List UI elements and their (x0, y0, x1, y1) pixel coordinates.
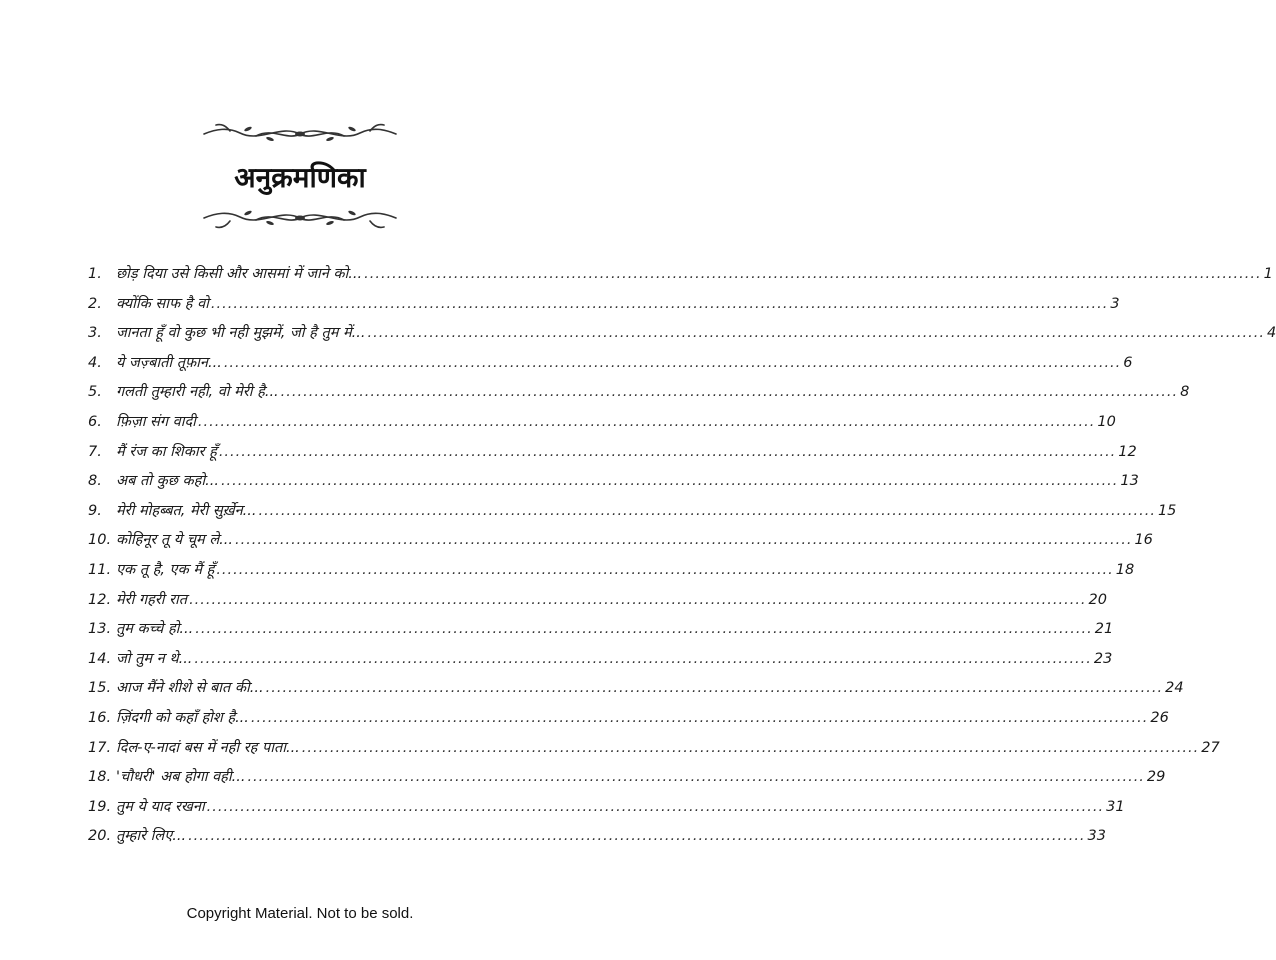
toc-entry-number: 11. (88, 561, 112, 578)
toc-entry-title: ये जज़्बाती तूफ़ान... (116, 354, 222, 371)
toc-entry-number: 1. (88, 266, 102, 282)
toc-entry-page-number: 8 (1180, 384, 1190, 401)
toc-entry (88, 677, 1184, 707)
toc-entry-page-number: 13 (1120, 473, 1139, 490)
page-title: अनुक्रमणिका (234, 161, 366, 194)
toc-entry (88, 589, 1107, 619)
toc-entry-title: मैं रंज का शिकार हूँ (116, 443, 217, 460)
toc-entry (88, 648, 1113, 678)
toc-dot-leader (211, 296, 1108, 312)
toc-entry-page-number: 29 (1146, 769, 1166, 786)
toc-dot-leader (194, 651, 1091, 667)
toc-entry-title: तुम ये याद रखना (116, 798, 205, 815)
toc-entry-page-number: 6 (1123, 354, 1133, 371)
toc-entry (88, 352, 1133, 382)
toc-dot-leader (221, 473, 1118, 489)
toc-entry-number: 13. (88, 621, 112, 638)
toc-entry (88, 766, 1166, 796)
toc-entry-title: दिल-ए-नादां बस में नही रह पाता... (116, 739, 300, 756)
toc-entry (88, 500, 1177, 530)
toc-entry-page-number: 33 (1087, 828, 1106, 845)
toc-entry (88, 322, 1276, 352)
toc-entry (88, 825, 1106, 855)
toc-entry-number: 12. (88, 591, 112, 608)
toc-entry-title: छोड़ दिया उसे किसी और आसमां में जाने को... (116, 266, 363, 282)
toc-entry-number: 20. (88, 828, 112, 845)
toc-entry-page-number: 31 (1106, 798, 1125, 815)
toc-entry-title: गलती तुम्हारी नही, वो मेरी है... (116, 384, 279, 401)
toc-entry-title: 'चौधरी' अब होगा वही... (116, 769, 246, 786)
toc-entry-page-number: 4 (1266, 325, 1276, 342)
toc-entry-number: 16. (88, 709, 112, 726)
toc-entry-number: 3. (88, 325, 102, 342)
toc-dot-leader (266, 680, 1163, 696)
toc-entry-number: 5. (88, 384, 102, 401)
toc-entry-title: अब तो कुछ कहो... (116, 473, 219, 490)
toc-entry-page-number: 12 (1118, 443, 1137, 460)
toc-entry-page-number: 27 (1201, 739, 1220, 756)
toc-entry-title: फ़िज़ा संग वादी (116, 413, 196, 430)
toc-entry (88, 707, 1169, 737)
bottom-flourish-ornament (200, 205, 400, 231)
toc-entry (88, 559, 1135, 589)
toc-dot-leader (198, 414, 1095, 430)
toc-entry-page-number: 16 (1134, 532, 1153, 549)
toc-entry-number: 14. (88, 650, 112, 667)
toc-dot-leader (224, 355, 1121, 371)
toc-entry-title: जो तुम न थे... (116, 650, 193, 667)
toc-entry-page-number: 10 (1097, 413, 1116, 430)
toc-entry (88, 411, 1116, 441)
toc-entry-title: जानता हूँ वो कुछ भी नही मुझमें, जो है तुम में... (116, 325, 366, 342)
toc-dot-leader (258, 503, 1155, 519)
toc-entry-page-number: 1 (1263, 266, 1273, 282)
toc-dot-leader (368, 325, 1265, 341)
toc-entry-number: 7. (88, 443, 102, 460)
toc-entry (88, 796, 1125, 826)
toc-entry (88, 441, 1137, 471)
toc-entry-page-number: 15 (1157, 502, 1177, 519)
table-of-contents (88, 263, 1276, 855)
toc-dot-leader (188, 828, 1085, 844)
toc-entry-number: 9. (88, 502, 102, 519)
toc-entry-page-number: 18 (1115, 561, 1135, 578)
toc-dot-leader (251, 710, 1148, 726)
toc-dot-leader (281, 384, 1178, 400)
toc-entry-title: कोहिनूर तू ये चूम ले... (116, 532, 233, 549)
copyright-footer: Copyright Material. Not to be sold. (186, 905, 414, 922)
toc-entry-page-number: 21 (1094, 621, 1114, 638)
toc-entry-page-number: 3 (1110, 295, 1120, 312)
toc-dot-leader (235, 532, 1132, 548)
toc-entry (88, 470, 1139, 500)
toc-dot-leader (216, 562, 1113, 578)
toc-entry-title: एक तू है, एक मैं हूँ (116, 561, 215, 578)
toc-entry-number: 18. (88, 769, 112, 786)
toc-entry-title: आज मैंने शीशे से बात की... (116, 680, 264, 697)
toc-entry (88, 381, 1190, 411)
toc-dot-leader (189, 592, 1086, 608)
top-flourish-ornament (200, 121, 400, 147)
toc-entry (88, 737, 1220, 767)
toc-entry-title: मेरी गहरी रात (116, 591, 188, 608)
toc-entry-page-number: 24 (1165, 680, 1184, 697)
toc-entry-title: मेरी मोहब्बत, मेरी सुर्ख़ेन... (116, 502, 257, 519)
toc-entry-title: क्योंकि साफ है वो (116, 295, 209, 312)
toc-dot-leader (195, 621, 1092, 637)
toc-entry (88, 618, 1114, 648)
toc-entry-number: 10. (88, 532, 112, 549)
toc-entry-number: 4. (88, 354, 102, 371)
toc-entry-number: 2. (88, 295, 102, 312)
toc-entry (88, 529, 1153, 559)
toc-dot-leader (364, 266, 1261, 282)
toc-entry (88, 263, 1273, 293)
toc-dot-leader (219, 444, 1116, 460)
toc-entry-page-number: 26 (1150, 709, 1169, 726)
toc-entry-title: तुम कच्चे हो... (116, 621, 194, 638)
toc-dot-leader (247, 769, 1144, 785)
toc-entry-title: तुम्हारे लिए... (116, 828, 187, 845)
toc-entry (88, 293, 1120, 323)
toc-dot-leader (302, 740, 1199, 756)
toc-entry-number: 19. (88, 798, 112, 815)
toc-dot-leader (207, 799, 1104, 815)
toc-entry-number: 15. (88, 680, 112, 697)
toc-entry-number: 6. (88, 413, 102, 430)
toc-entry-page-number: 20 (1088, 591, 1107, 608)
toc-entry-number: 8. (88, 473, 102, 490)
toc-entry-page-number: 23 (1093, 650, 1113, 667)
toc-entry-number: 17. (88, 739, 112, 756)
toc-entry-title: ज़िंदगी को कहाँ होश है... (116, 709, 249, 726)
